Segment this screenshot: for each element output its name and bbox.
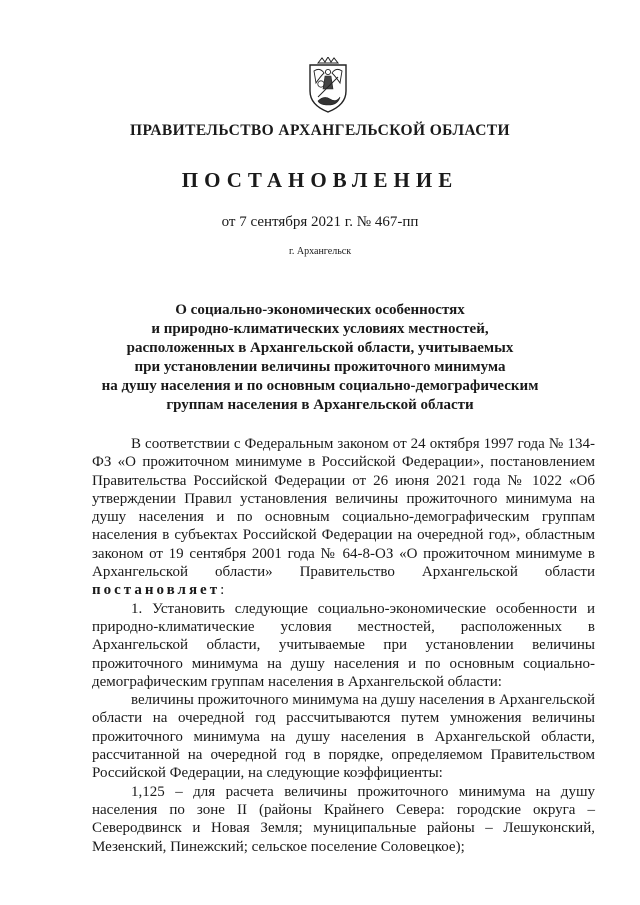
- document-body: [92, 435, 595, 856]
- coefficient-intro-paragraph: величины прожиточного минимума на душу населения в Архангельской области на очередной год рассчитываются путем умножения величины прожиточного минимума на душу населения в Архангельской области, рассчитанной на очередной год в порядке, определяемом Правительством Российской Федерации, на следующие коэффициенты:: [92, 692, 595, 782]
- coefficient-zone-2-paragraph: 1,125 – для расчета величины прожиточного минимума на душу населения по зоне II (районы Крайнего Севера: городские округа – Северодвинск и Новая Земля; муниципальные районы – Лешуконский, Мезенский, Пинежский; сельское поселение Соловецкое);: [92, 783, 595, 855]
- arkhangelsk-coat-of-arms-icon: [306, 57, 350, 113]
- government-name: ПРАВИТЕЛЬСТВО АРХАНГЕЛЬСКОЙ ОБЛАСТИ: [129, 122, 510, 139]
- title-line: расположенных в Архангельской области, учитываемых: [126, 340, 514, 356]
- title-line: О социально-экономических особенностях: [175, 302, 465, 318]
- title-line: и природно-климатических условиях местностей,: [151, 321, 489, 337]
- document-title: [60, 301, 580, 415]
- document-city: г. Архангельск: [288, 246, 352, 257]
- preamble-end: :: [220, 582, 225, 599]
- preamble-text: В соответствии с Федеральным законом от 24 октября 1997 года № 134-ФЗ «О прожиточном минимуме в Российской Федерации», постановлением Правительства Российской Федерации от 26 июня 2021 года № 1022 «Об утверждении Правил установления величины прожиточного минимума на душу населения и по основным социально-демографическим группам населения в субъектах Российской Федерации на очередной год», областным законом от 19 сентября 2001 года № 64-8-ОЗ «О прожиточном минимуме в Архангельской области» Правительство Архангельской области: [92, 436, 595, 581]
- clause-1-paragraph: 1. Установить следующие социально-экономические особенности и природно-климатические условия местностей, расположенных в Архангельской области, учитываемые при установлении величины прожиточного минимума на душу населения и по основным социально-демографическим группам населения в Архангельской области:: [92, 600, 595, 690]
- resolves-word: постановляет: [92, 582, 221, 599]
- title-line: на душу населения и по основным социально-демографическим: [101, 378, 539, 394]
- title-line: группам населения в Архангельской области: [166, 397, 474, 413]
- document-date-number: от 7 сентября 2021 г. № 467-пп: [221, 214, 419, 230]
- document-type-heading: ПОСТАНОВЛЕНИЕ: [181, 168, 459, 192]
- title-line: при установлении величины прожиточного минимума: [134, 359, 506, 375]
- preamble-paragraph: [92, 435, 595, 600]
